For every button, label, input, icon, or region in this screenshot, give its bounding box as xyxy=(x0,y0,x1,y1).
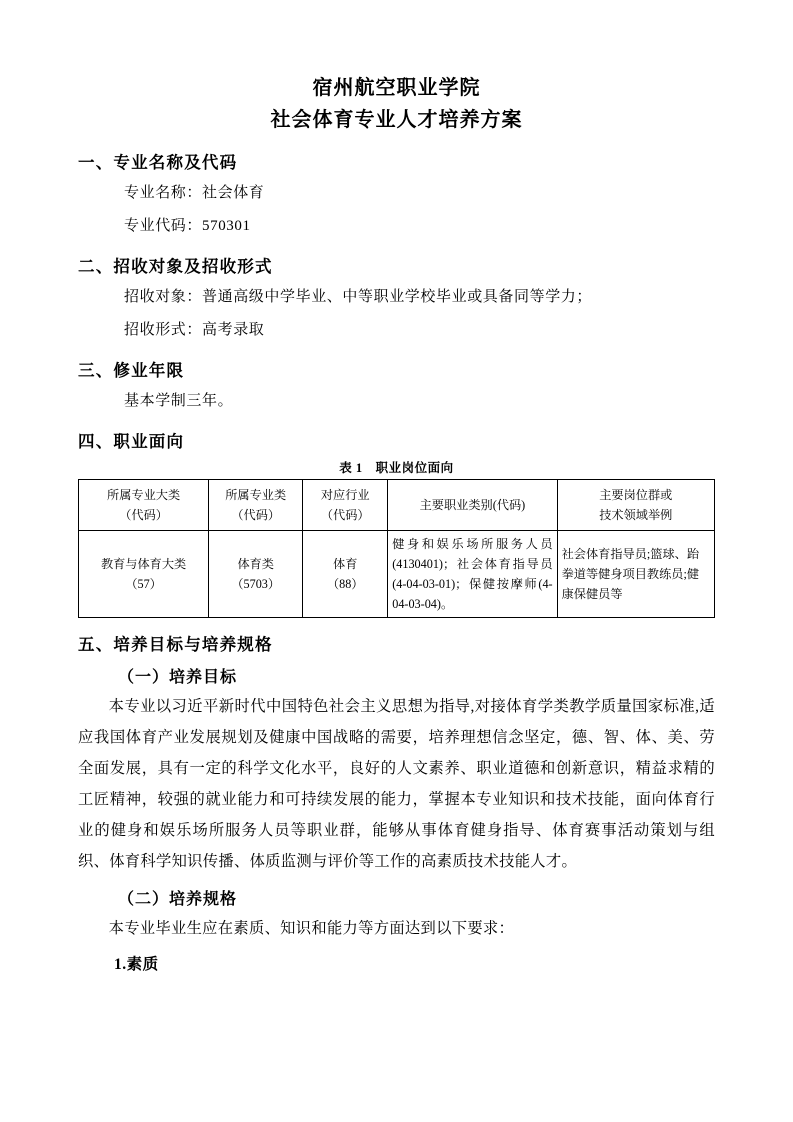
section-1-line-1: 专业名称：社会体育 xyxy=(124,185,265,201)
header-line-1: 主要岗位群或 xyxy=(599,488,673,502)
cell-line-2: （88） xyxy=(326,577,364,591)
training-goal-paragraph: 本专业以习近平新时代中国特色社会主义思想为指导,对接体育学类教学质量国家标准,适应我国体育产业发展规划及健康中国战略的需要，培养理想信念坚定，德、智、体、美、劳全面发展，具有一定的科学文化水平，良好的人文素养、职业道德和创新意识，精益求精的工匠精神，较强的就业能力和可持续发展的能力，掌握本专业知识和技术技能，面向体育行业的健身和娱乐场所服务人员等职业群，能够从事体育健身指导、体育赛事活动策划与组织、体育科学知识传播、体质监测与评价等工作的高素质技术技能人才。 xyxy=(78,698,715,870)
subsection-minor-heading-quality: 1.素质 xyxy=(114,956,159,973)
header-line-2: （代码） xyxy=(119,508,168,522)
cell-industry xyxy=(303,531,388,618)
table-header-industry xyxy=(303,480,388,531)
cell-line-2: （5703） xyxy=(231,577,281,591)
section-1-line-2: 专业代码：570301 xyxy=(124,218,251,234)
job-orientation-table xyxy=(78,479,715,618)
section-heading-5: 五、培养目标与培养规格 xyxy=(78,635,273,654)
section-2-line-2: 招收形式：高考录取 xyxy=(124,322,265,338)
table-header-occupations xyxy=(388,480,557,531)
header-line-2: （代码） xyxy=(231,508,281,522)
cell-line-1: 体育 xyxy=(333,557,358,571)
cell-line-1: 体育类 xyxy=(237,557,274,571)
cell-major-category xyxy=(79,531,209,618)
section-heading-2: 二、招收对象及招收形式 xyxy=(78,257,273,276)
subsection-heading-2: （二）培养规格 xyxy=(118,891,238,908)
table-header-positions xyxy=(557,480,714,531)
header-line-2: 技术领域举例 xyxy=(599,508,673,522)
title-line-1: 宿州航空职业学院 xyxy=(312,77,481,99)
table-row xyxy=(79,531,715,618)
header-line-1: 所属专业大类 xyxy=(107,488,181,502)
cell-line-1: 教育与体育大类 xyxy=(100,557,187,571)
header-line-1: 主要职业类别(代码) xyxy=(419,498,526,512)
page-title xyxy=(78,72,715,136)
table-caption: 表 1 职业岗位面向 xyxy=(339,461,454,475)
cell-positions: 社会体育指导员;篮球、跆拳道等健身项目教练员;健康保健员等 xyxy=(557,531,714,618)
cell-occupations: 健身和娱乐场所服务人员(4130401)；社会体育指导员(4-04-03-01)；保健按摩师(4-04-03-04)。 xyxy=(388,531,557,618)
section-3-line-1: 基本学制三年。 xyxy=(124,393,234,409)
header-line-1: 对应行业 xyxy=(320,488,370,502)
title-line-2: 社会体育专业人才培养方案 xyxy=(270,109,523,131)
section-heading-4: 四、职业面向 xyxy=(78,432,185,451)
subsection-heading-1: （一）培养目标 xyxy=(118,669,238,686)
section-heading-3: 三、修业年限 xyxy=(78,361,185,380)
table-header-major-class xyxy=(209,480,303,531)
header-line-2: （代码） xyxy=(320,508,370,522)
training-spec-paragraph: 本专业毕业生应在素质、知识和能力等方面达到以下要求： xyxy=(108,920,515,937)
header-line-1: 所属专业类 xyxy=(225,488,287,502)
section-2-line-1: 招收对象：普通高级中学毕业、中等职业学校毕业或具备同等学力； xyxy=(124,289,593,305)
cell-major-class xyxy=(209,531,303,618)
section-heading-1: 一、专业名称及代码 xyxy=(78,153,238,172)
table-header-major-category xyxy=(79,480,209,531)
table-header-row xyxy=(79,480,715,531)
cell-line-2: （57） xyxy=(125,577,162,591)
